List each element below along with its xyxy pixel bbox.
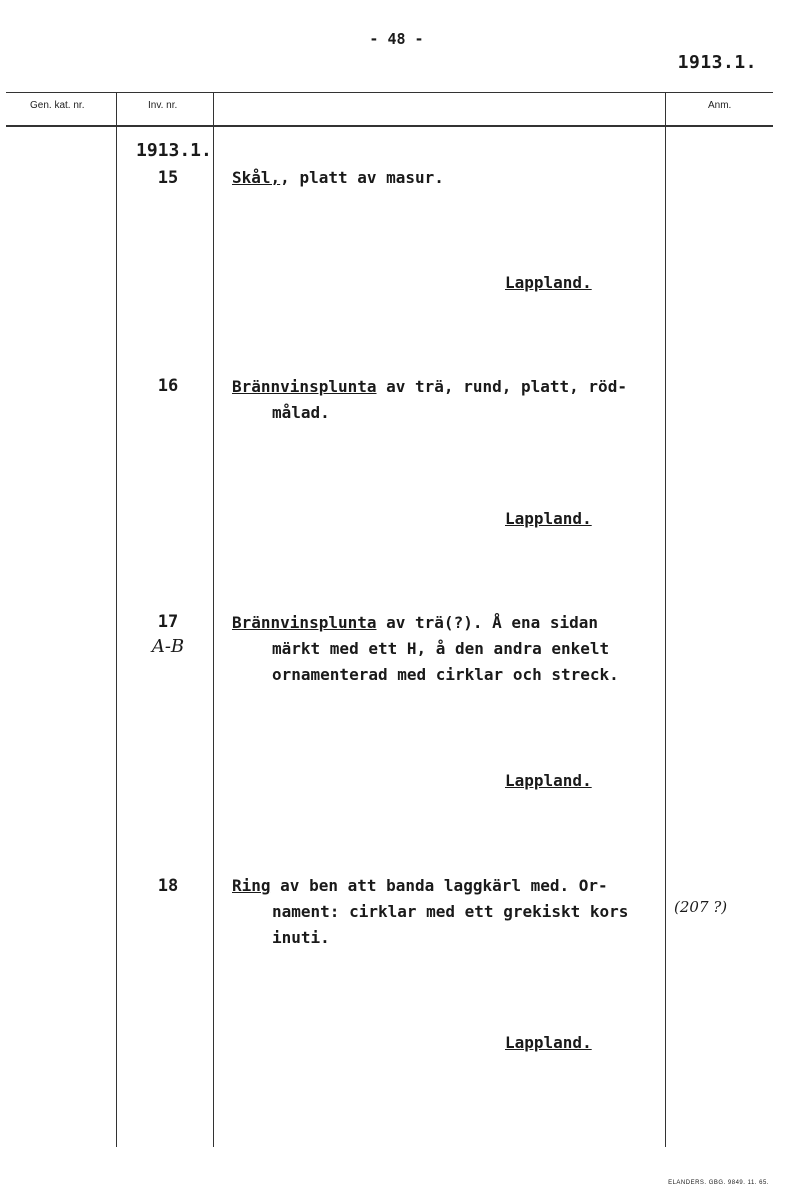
entry-text-line: inuti. [272, 928, 330, 947]
column-header-gen-kat-nr: Gen. kat. nr. [30, 100, 85, 111]
inv-number: 16 [157, 376, 179, 396]
entry-text-line: målad. [272, 403, 330, 422]
page-number: - 48 - [369, 30, 424, 48]
inventory-year-ref: 1913.1. [136, 140, 212, 161]
inv-number: 17 [157, 612, 179, 632]
entry-location: Lappland. [505, 509, 592, 528]
entry-description [232, 374, 627, 426]
entry-location: Lappland. [505, 771, 592, 790]
entry-text-line: av trä, rund, platt, röd- [376, 377, 627, 396]
entry-text-line: av trä(?). Å ena sidan [376, 613, 599, 632]
column-divider-gen-inv [116, 92, 117, 1147]
entry-description [232, 610, 619, 688]
entry-name: Skål, [232, 168, 281, 187]
entry-name: Brännvinsplunta [232, 613, 377, 632]
entry-name: Ring [232, 876, 271, 895]
entry-location: Lappland. [505, 273, 592, 292]
entry-description [232, 873, 628, 951]
header-bottom-rule [6, 125, 773, 127]
inv-number: 18 [157, 876, 179, 896]
header-top-rule [6, 92, 773, 93]
entry-description [232, 165, 444, 191]
entry-name: Brännvinsplunta [232, 377, 377, 396]
column-header-inv-nr: Inv. nr. [148, 100, 178, 111]
entry-location: Lappland. [505, 1033, 592, 1052]
entry-text-line: nament: cirklar med ett grekiskt kors [272, 902, 629, 921]
entry-text-line: , platt av masur. [280, 168, 444, 187]
entry-text-line: märkt med ett H, å den andra enkelt [272, 639, 610, 658]
column-divider-desc-anm [665, 92, 666, 1147]
remark-note: (207 ?) [674, 898, 728, 916]
column-header-anm: Anm. [708, 100, 732, 111]
entry-text-line: ornamenterad med cirklar och streck. [272, 665, 619, 684]
printer-imprint: ELANDERS. GBG. 9849. 11. 65. [668, 1180, 769, 1186]
catalog-reference: 1913.1. [677, 52, 757, 73]
entry-text-line: av ben att banda laggkärl med. Or- [270, 876, 608, 895]
inv-number: 15 [157, 168, 179, 188]
inv-subnumber: A-B [151, 636, 185, 657]
